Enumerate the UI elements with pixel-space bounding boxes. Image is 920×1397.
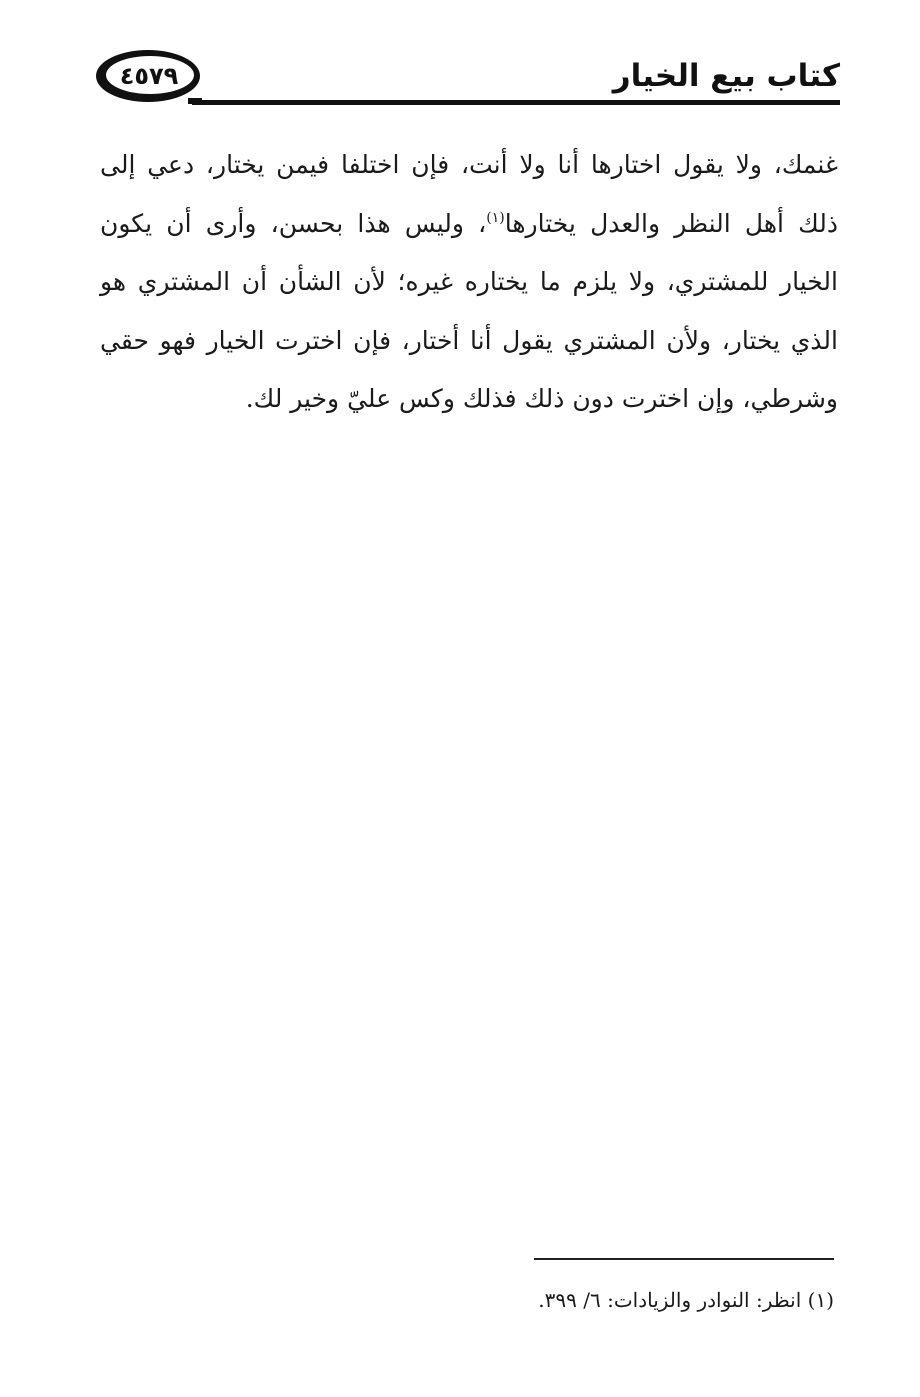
page-number-badge bbox=[92, 46, 202, 104]
footnote-text: (١) انظر: النوادر والزيادات: ٦/ ٣٩٩. bbox=[538, 1288, 834, 1312]
paragraph-text-part-1: غنمك، ولا يقول اختارها أنا ولا أنت، فإن اختلفا فيمن يختار، دعي إلى ذلك أهل النظر والعدل يختارها bbox=[100, 150, 838, 238]
main-paragraph bbox=[100, 136, 838, 429]
footnote-reference[interactable]: (١) bbox=[486, 209, 505, 226]
page-number: ٤٥٧٩ bbox=[119, 62, 179, 90]
page-header bbox=[92, 40, 840, 112]
header-rule bbox=[192, 100, 840, 105]
book-title: كتاب بيع الخيار bbox=[612, 58, 840, 94]
paragraph-text-part-2: ، وليس هذا بحسن، وأرى أن يكون الخيار للمشتري، ولا يلزم ما يختاره غيره؛ لأن الشأن أن المشتري هو الذي يختار، ولأن المشتري يقول أنا أختار، فإن اخترت الخيار فهو حقي وشرطي، وإن اخترت دون ذلك فذلك وكس عليّ وخير لك. bbox=[100, 208, 838, 413]
footnote-separator bbox=[534, 1258, 834, 1260]
